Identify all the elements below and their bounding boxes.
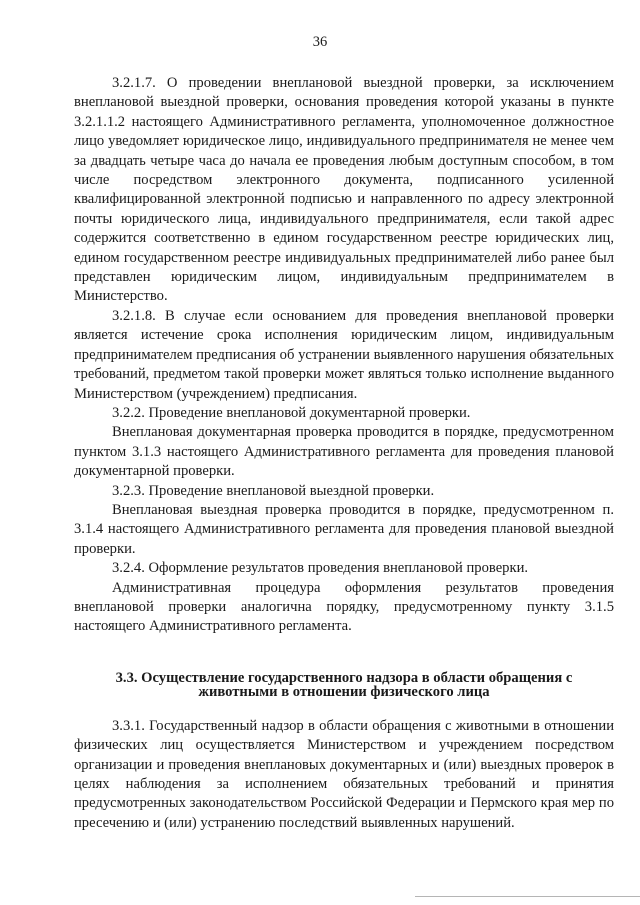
page-number: 36 [312,34,328,50]
scan-artifact-line [415,896,640,897]
paragraph-3-2-3-title: 3.2.3. Проведение внеплановой выездной проверки. [112,482,435,499]
paragraph-3-2-2-title: 3.2.2. Проведение внеплановой документарной проверки. [112,404,471,421]
section-heading-line-2: животными в отношении физического лица [198,683,490,700]
paragraph-3-2-1-8: 3.2.1.8. В случае если основанием для проведения внеплановой проверки является истечение срока исполнения юридическим лицом, индивидуальным предпринимателем предписания об устранении выявленного нарушения обязательных требований, предметом такой проверки может являться только исполнение выданного Министерством (учреждением) предписания. [74,307,614,402]
section-heading-3-3 [74,671,614,699]
paragraph-3-2-3-body: Внеплановая выездная проверка проводится в порядке, предусмотренном п. 3.1.4 настоящего Административного регламента для проведения плановой выездной проверки. [74,501,614,557]
section-heading-line-1: 3.3. Осуществление государственного надзора в области обращения с [115,669,573,686]
paragraph-3-2-2-body: Внеплановая документарная проверка проводится в порядке, предусмотренном пунктом 3.1.3 настоящего Административного регламента для проведения плановой документарной проверки. [74,424,614,480]
paragraph-3-2-1-7: 3.2.1.7. О проведении внеплановой выездной проверки, за исключением внеплановой выездной проверки, основания проведения которой указаны в пункте 3.2.1.1.2 настоящего Административного регламента, уполномоченное должностное лицо уведомляет юридическое лицо, индивидуального предпринимателя не менее чем за двадцать четыре часа до начала ее проведения любым доступным способом, в том числе посредством электронного документа, подписанного усиленной квалифицированной электронной подписью и направленного по адресу электронной почты юридического лица, индивидуального предпринимателя, если такой адрес содержится соответственно в едином государственном реестре юридических лиц, едином государственном реестре индивидуальных предпринимателей либо ранее был представлен юридическим лицом, индивидуальным предпринимателем в Министерство. [74,75,614,305]
paragraph-3-3-1: 3.3.1. Государственный надзор в области обращения с животными в отношении физических лиц осуществляется Министерством и учреждением посредством организации и проведения внеплановых документарных и (или) выездных проверок в целях наблюдения за исполнением обязательных требований и принятия предусмотренных законодательством Российской Федерации и Пермского края мер по пресечению и (или) устранению последствий выявленных нарушений. [74,717,614,831]
paragraph-3-2-4-body: Административная процедура оформления результатов проведения внеплановой проверки аналогична порядку, предусмотренному пункту 3.1.5 настоящего Административного регламента. [74,579,614,635]
paragraph-3-2-4-title: 3.2.4. Оформление результатов проведения внеплановой проверки. [112,560,529,577]
document-body [74,74,614,833]
